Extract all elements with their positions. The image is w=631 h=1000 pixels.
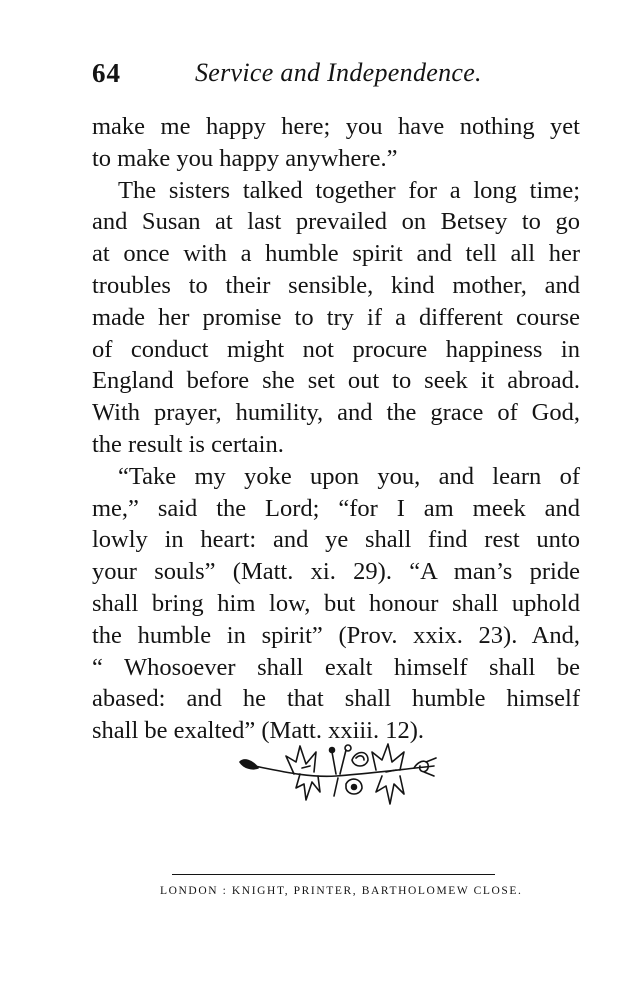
text-line: the result is certain. (92, 430, 284, 458)
text-line: the humble in spirit” (Prov. xxix. 23). And, (92, 621, 580, 649)
text-line: lowly in heart: and ye shall find rest unto (92, 526, 580, 554)
text-line: and Susan at last prevailed on Betsey to go (92, 208, 580, 236)
text-line: The sisters talked together for a long time; (118, 176, 580, 204)
text-line: made her promise to try if a different course (92, 303, 580, 331)
footer-rule (172, 874, 495, 875)
page-number: 64 (92, 58, 121, 88)
running-title: Service and Independence. (195, 58, 482, 87)
page-header (92, 58, 580, 92)
body-text (92, 111, 580, 747)
text-line: With prayer, humility, and the grace of God, (92, 399, 580, 427)
text-line: shall be exalted” (Matt. xxiii. 12). (92, 717, 425, 745)
text-line: your souls” (Matt. xi. 29). “A man’s pride (92, 558, 580, 586)
text-line: of conduct might not procure happiness in (92, 335, 580, 363)
printer-imprint: LONDON : KNIGHT, PRINTER, BARTHOLOMEW CLOSE. (160, 885, 523, 897)
text-line: England before she set out to seek it abroad. (92, 367, 580, 395)
text-line: at once with a humble spirit and tell all her (92, 240, 580, 268)
text-line: troubles to their sensible, kind mother, and (92, 271, 580, 299)
text-line: make me happy here; you have nothing yet (92, 113, 580, 140)
text-line: abased: and he that shall humble himself (92, 685, 580, 713)
text-line: to make you happy anywhere.” (92, 144, 398, 172)
floral-vignette-icon (236, 738, 442, 810)
text-line: “ Whosoever shall exalt himself shall be (92, 653, 580, 681)
text-line: shall bring him low, but honour shall uphold (92, 589, 580, 617)
text-line: me,” said the Lord; “for I am meek and (92, 494, 580, 522)
text-line: “Take my yoke upon you, and learn of (118, 462, 580, 490)
